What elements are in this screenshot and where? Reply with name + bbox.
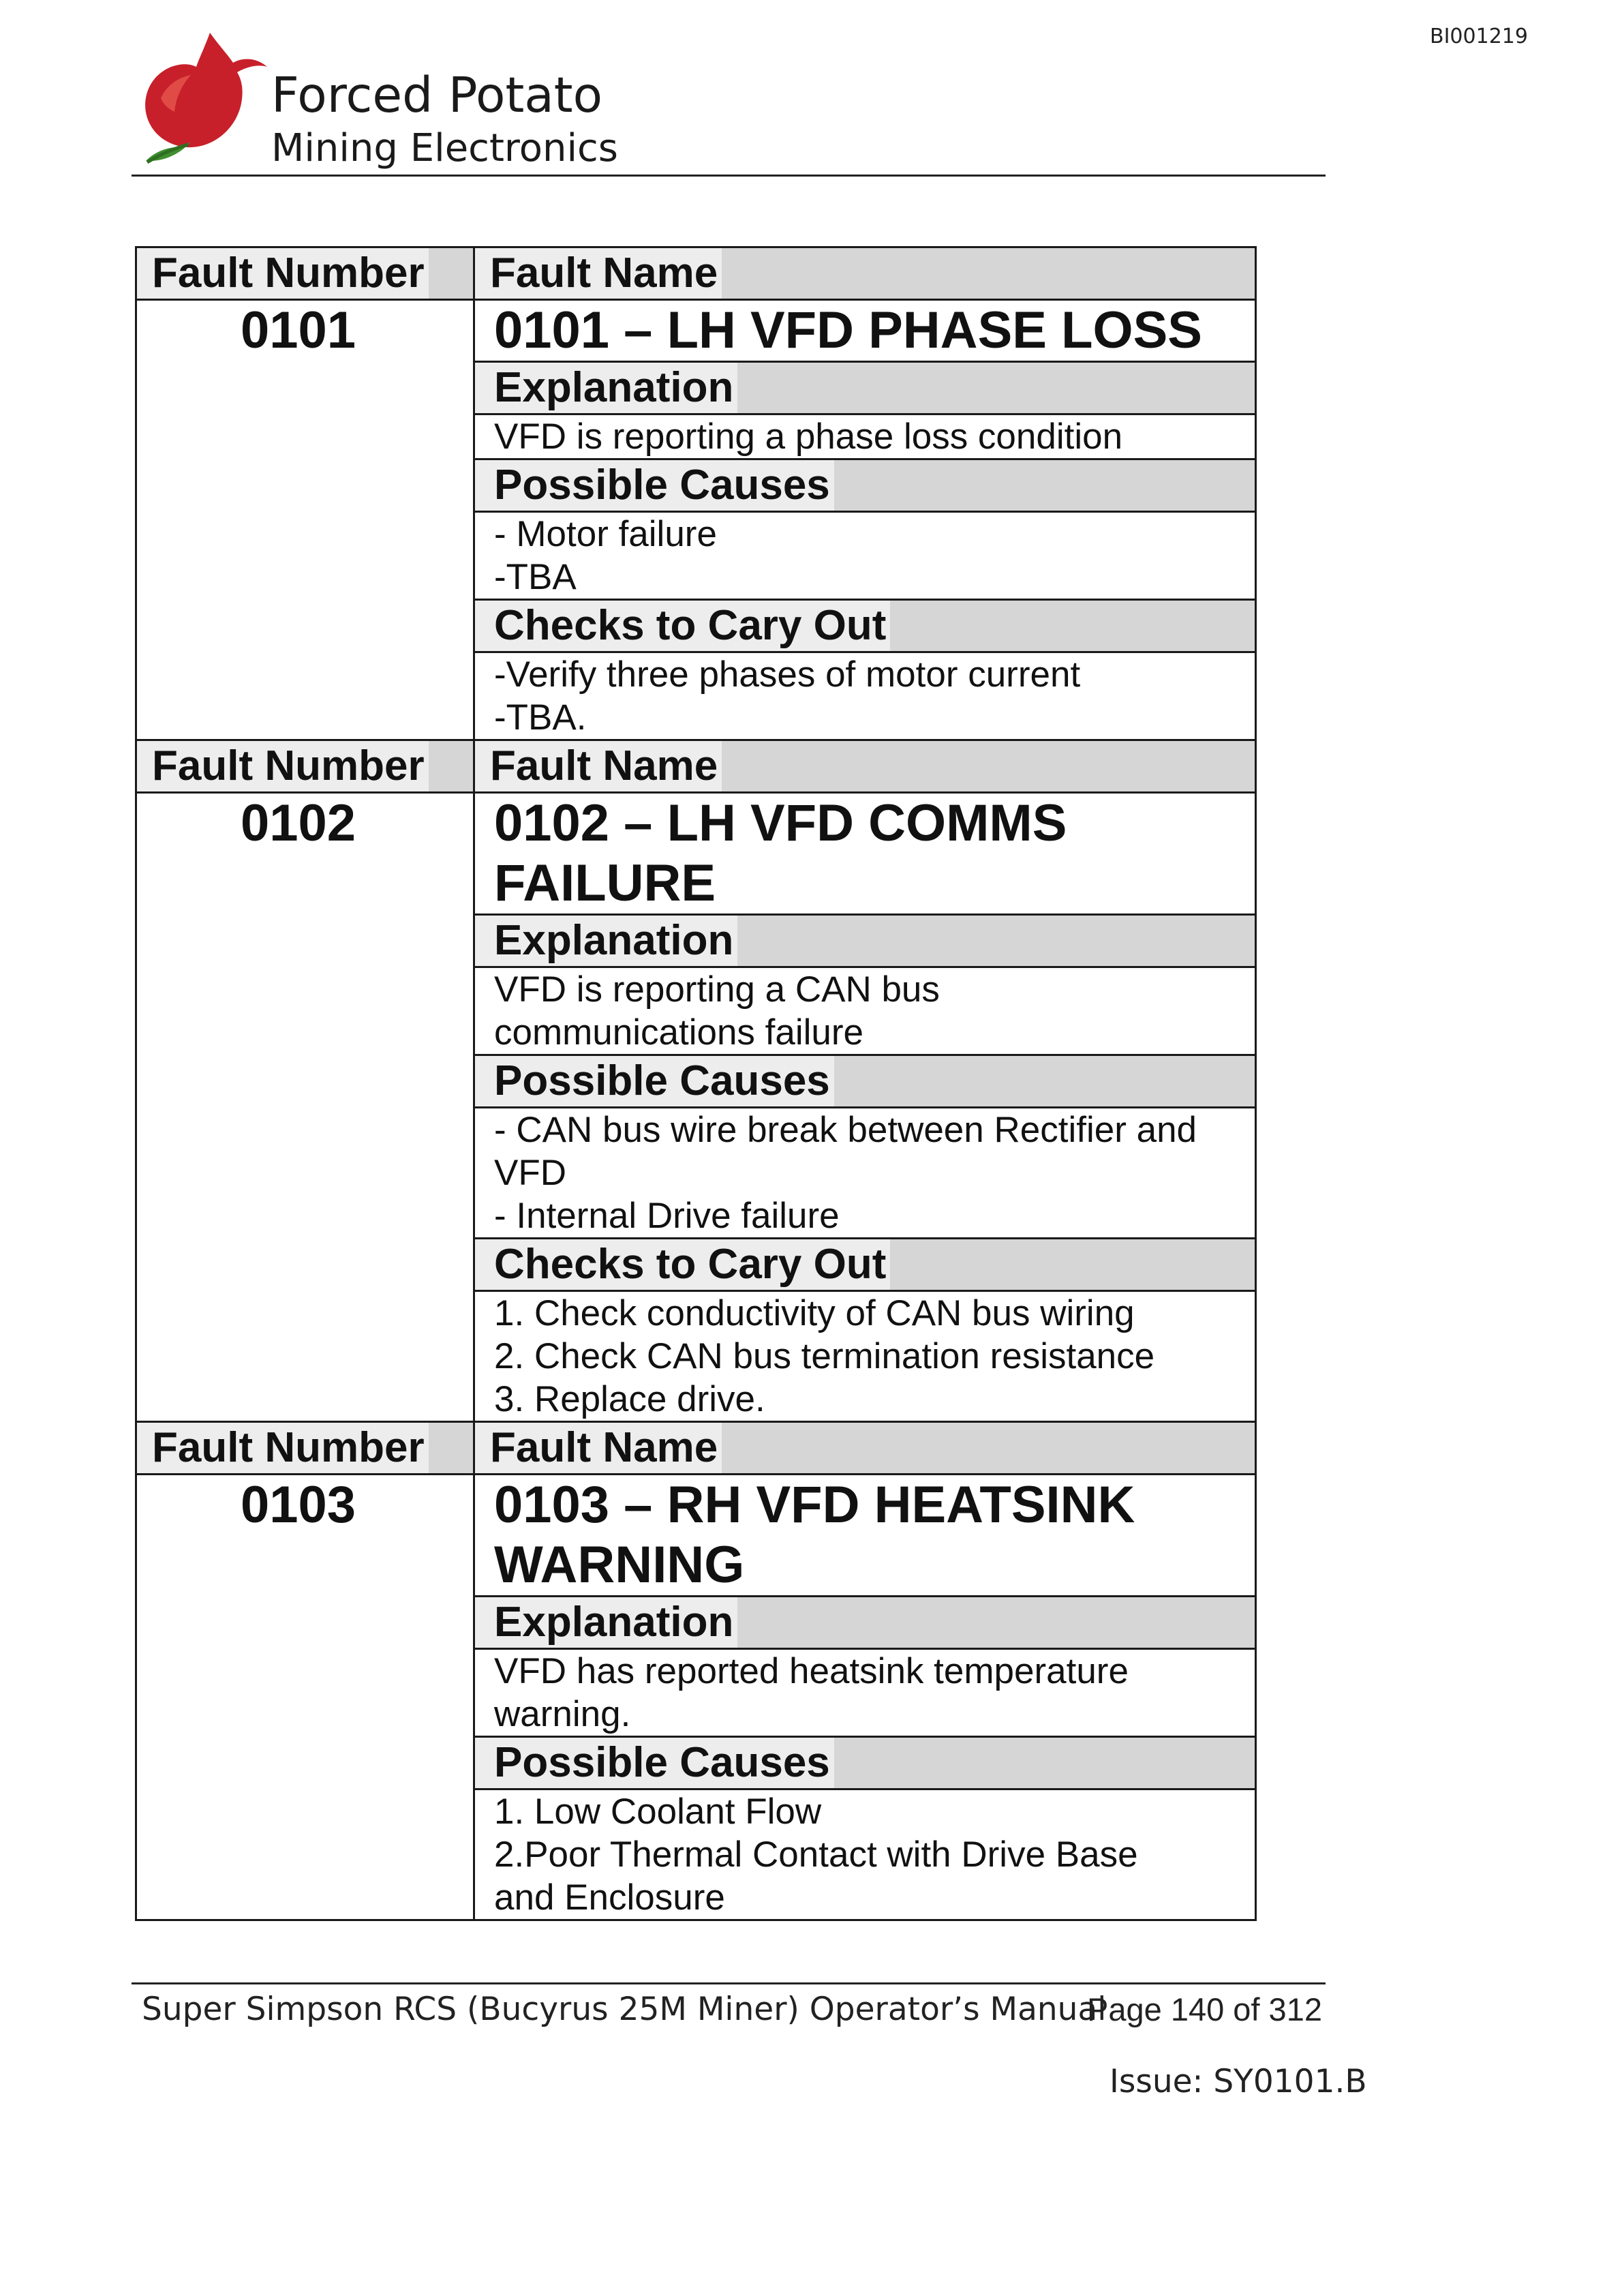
explanation-cell xyxy=(474,1649,1256,1737)
table-header-row xyxy=(136,247,1256,300)
explanation-text: VFD has reported heatsink temperature warning. xyxy=(494,1651,1129,1734)
possible-causes-cell xyxy=(474,512,1256,600)
footer-manual-title: Super Simpson RCS (Bucyrus 25M Miner) Operator’s Manual xyxy=(142,1991,1107,2028)
company-subtitle: Mining Electronics xyxy=(271,126,618,170)
possible-causes-cell xyxy=(474,1789,1256,1920)
footer-divider xyxy=(132,1982,1326,1984)
explanation-text: VFD is reporting a CAN bus communications failure xyxy=(494,969,940,1053)
fault-number-cell xyxy=(136,1475,474,1920)
document-id: BI001219 xyxy=(1430,25,1528,48)
checks-header: Checks to Cary Out xyxy=(474,1239,1256,1291)
possible-causes-text: 1. Low Coolant Flow 2.Poor Thermal Contact with Drive Base and Enclosure xyxy=(494,1792,1138,1918)
fault-name-header: Fault Name xyxy=(474,247,1256,300)
explanation-header: Explanation xyxy=(474,1597,1256,1649)
fault-number: 0101 xyxy=(240,301,356,359)
possible-causes-cell xyxy=(474,1108,1256,1239)
checks-text: 1. Check conductivity of CAN bus wiring 2. Check CAN bus termination resistance 3. Replace drive. xyxy=(494,1293,1155,1419)
fault-number: 0102 xyxy=(240,794,356,852)
fault-name-row xyxy=(136,300,1256,362)
fault-name-cell xyxy=(474,793,1256,915)
checks-cell xyxy=(474,652,1256,740)
explanation-header: Explanation xyxy=(474,915,1256,967)
checks-text: -Verify three phases of motor current -TBA. xyxy=(494,654,1081,738)
fault-number-header: Fault Number xyxy=(136,740,474,793)
fault-name: 0103 – RH VFD HEATSINK WARNING xyxy=(494,1476,1135,1594)
fault-name-cell xyxy=(474,300,1256,362)
fault-name: 0101 – LH VFD PHASE LOSS xyxy=(494,301,1202,359)
footer-issue: Issue: SY0101.B xyxy=(1110,2063,1367,2100)
possible-causes-header: Possible Causes xyxy=(474,1055,1256,1108)
fault-name: 0102 – LH VFD COMMS FAILURE xyxy=(494,794,1067,912)
explanation-cell xyxy=(474,967,1256,1055)
company-name: Forced Potato xyxy=(271,67,603,123)
checks-header: Checks to Cary Out xyxy=(474,600,1256,652)
fault-table xyxy=(135,246,1257,1921)
fault-number-header: Fault Number xyxy=(136,1422,474,1475)
fault-number-header: Fault Number xyxy=(136,247,474,300)
fault-name-header: Fault Name xyxy=(474,740,1256,793)
fault-name-row xyxy=(136,793,1256,915)
fault-name-row xyxy=(136,1475,1256,1597)
possible-causes-header: Possible Causes xyxy=(474,459,1256,512)
possible-causes-text: - Motor failure -TBA xyxy=(494,514,717,597)
explanation-cell xyxy=(474,414,1256,459)
explanation-header: Explanation xyxy=(474,362,1256,414)
possible-causes-header: Possible Causes xyxy=(474,1737,1256,1789)
potato-flower-logo xyxy=(134,27,270,170)
checks-cell xyxy=(474,1291,1256,1422)
fault-number-cell xyxy=(136,300,474,740)
fault-name-header: Fault Name xyxy=(474,1422,1256,1475)
explanation-text: VFD is reporting a phase loss condition xyxy=(494,417,1123,457)
fault-name-cell xyxy=(474,1475,1256,1597)
fault-number: 0103 xyxy=(240,1476,356,1534)
footer-page-number: Page 140 of 312 xyxy=(1087,1991,1322,2027)
header-divider xyxy=(132,175,1326,177)
table-header-row xyxy=(136,740,1256,793)
possible-causes-text: - CAN bus wire break between Rectifier and VFD - Internal Drive failure xyxy=(494,1110,1197,1236)
fault-number-cell xyxy=(136,793,474,1422)
table-header-row xyxy=(136,1422,1256,1475)
